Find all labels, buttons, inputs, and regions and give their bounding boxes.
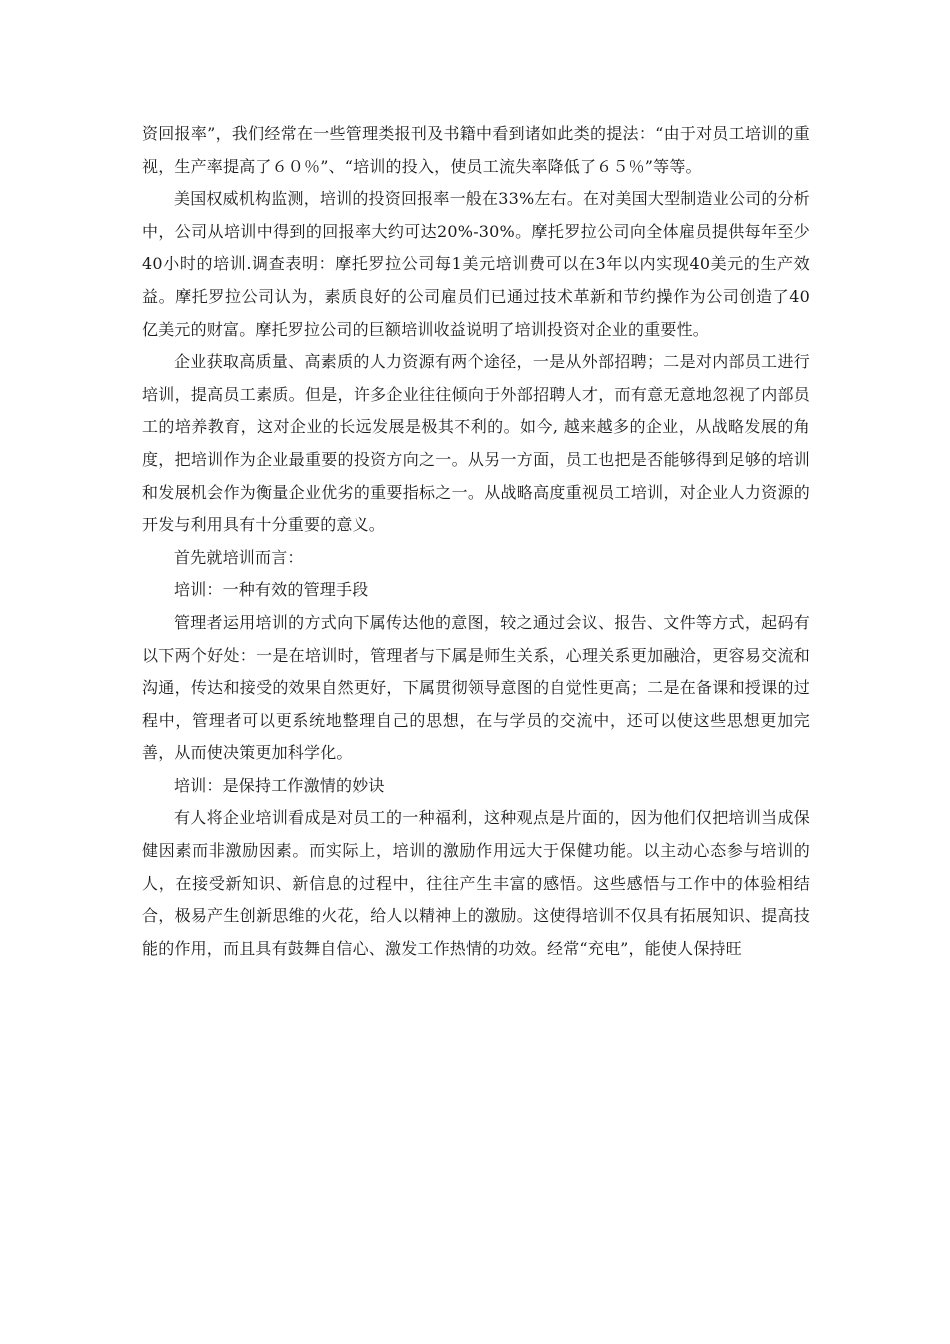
paragraph-motorola-roi: 美国权威机构监测，培训的投资回报率一般在33%左右。在对美国大型制造业公司的分析中，公司从培训中得到的回报率大约可达20%-30%。摩托罗拉公司向全体雇员提供每年至少40小时的培训.调查表明：摩托罗拉公司每1美元培训费可以在3年以内实现40美元的生产效益。摩托罗拉公司认为，素质良好的公司雇员们已通过技术革新和节约操作为公司创造了40亿美元的财富。摩托罗拉公司的巨额培训收益说明了培训投资对企业的重要性。 <box>142 189 810 339</box>
section-heading-work-passion: 培训：是保持工作激情的妙诀 <box>174 775 385 795</box>
section-heading-management-tool: 培训：一种有效的管理手段 <box>174 580 369 600</box>
paragraph-management-tool: 管理者运用培训的方式向下属传达他的意图，较之通过会议、报告、文件等方式，起码有以下两个好处：一是在培训时，管理者与下属是师生关系，心理关系更加融洽，更容易交流和沟通，传达和接受的效果自然更好，下属贯彻领导意图的自觉性更高；二是在备课和授课的过程中，管理者可以更系统地整理自己的思想，在与学员的交流中，还可以使这些思想更加完善，从而使决策更加科学化。 <box>142 612 810 763</box>
paragraph-roi-intro: 资回报率”，我们经常在一些管理类报刊及书籍中看到诸如此类的提法：“由于对员工培训的重视，生产率提高了６０％”、“培训的投入，使员工流失率降低了６５％”等等。 <box>142 124 810 176</box>
paragraph-training-intro: 首先就培训而言： <box>174 547 304 567</box>
paragraph-talent-acquisition: 企业获取高质量、高素质的人力资源有两个途径，一是从外部招聘；二是对内部员工进行培训，提高员工素质。但是，许多企业往往倾向于外部招聘人才，而有意无意地忽视了内部员工的培养教育，这对企业的长远发展是极其不利的。如今, 越来越多的企业，从战略发展的角度，把培训作为企业最重要的投资方向之一。从另一方面，员工也把是否能够得到足够的培训和发展机会作为衡量企业优劣的重要指标之一。从战略高度重视员工培训，对企业人力资源的开发与利用具有十分重要的意义。 <box>142 352 810 535</box>
paragraph-work-passion: 有人将企业培训看成是对员工的一种福利，这种观点是片面的，因为他们仅把培训当成保健因素而非激励因素。而实际上，培训的激励作用远大于保健功能。以主动心态参与培训的人，在接受新知识、新信息的过程中，往往产生丰富的感悟。这些感悟与工作中的体验相结合，极易产生创新思维的火花，给人以精神上的激励。这使得培训不仅具有拓展知识、提高技能的作用，而且具有鼓舞自信心、激发工作热情的功效。经常“充电”，能使人保持旺 <box>142 808 810 958</box>
document-body <box>142 118 810 965</box>
